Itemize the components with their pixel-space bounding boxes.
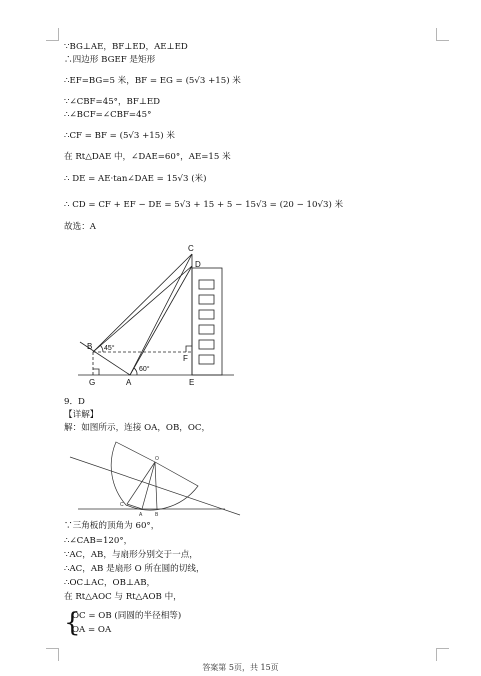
arc-45	[100, 345, 103, 352]
text-line-8: ∴ DE = AE·tan∠DAE = 15√3 (米)	[64, 174, 207, 184]
label-g: G	[89, 378, 96, 387]
text-line-4: ∵∠CBF=45°，BF⊥ED	[64, 97, 161, 107]
line-bc	[93, 254, 192, 352]
line-ac	[127, 504, 142, 509]
text-line-11: 9．D	[64, 397, 85, 407]
text-line-10: 故选：A	[64, 222, 96, 232]
label-o: O	[155, 456, 159, 462]
text-line-5: ∴∠BCF=∠CBF=45°	[64, 110, 152, 120]
window-5	[199, 340, 214, 349]
crop-mark-top-right	[436, 28, 449, 41]
line-ac	[130, 254, 192, 375]
text-line-9: ∴ CD = CF + EF − DE = 5√3 + 15 + 5 − 15√3 = (20 − 10√3) 米	[64, 200, 344, 210]
line-oa	[142, 462, 155, 509]
crop-mark-bottom-right	[436, 648, 449, 661]
label-b: B	[87, 342, 93, 351]
text-line-12: 【详解】	[64, 410, 99, 420]
line-bd	[93, 266, 192, 352]
label-d: D	[195, 260, 201, 269]
label-f: F	[183, 354, 188, 363]
label-60: 60°	[139, 366, 150, 373]
text-line-16: ∵AC，AB，与扇形分别交于一点，	[64, 550, 198, 560]
text-line-17: ∴AC，AB 是扇形 O 所在圆的切线，	[64, 564, 205, 574]
crop-mark-bottom-left	[46, 648, 59, 661]
right-angle-f	[186, 346, 192, 352]
label-a: A	[126, 378, 132, 387]
line-ad	[130, 266, 192, 375]
text-line-15: ∴∠CAB=120°，	[64, 536, 133, 546]
label-b2: B	[155, 512, 159, 518]
window-4	[199, 325, 214, 334]
sector-arc	[111, 442, 198, 510]
slope-line	[80, 342, 130, 375]
building-body	[192, 268, 222, 375]
page-footer: 答案第 5页，共 15页	[202, 663, 279, 672]
line-oc	[127, 462, 155, 504]
window-6	[199, 355, 214, 364]
right-angle-g	[93, 369, 99, 375]
text-line-6: ∴CF = BF = (5√3 +15) 米	[64, 131, 175, 141]
text-line-1: ∵BG⊥AE，BF⊥ED，AE⊥ED	[64, 42, 188, 52]
long-line	[70, 457, 240, 515]
label-c: C	[188, 244, 194, 253]
text-line-18: ∴OC⊥AC，OB⊥AB，	[64, 578, 156, 588]
arc-60	[134, 368, 137, 375]
text-line-19: 在 Rt△AOC 与 Rt△AOB 中，	[64, 592, 182, 602]
text-line-13: 解：如图所示，连接 OA，OB，OC，	[64, 423, 211, 433]
text-line-2: ∴四边形 BGEF 是矩形	[64, 55, 156, 65]
text-line-20: OC = OB (同圆的半径相等)	[72, 611, 182, 621]
label-c2: C	[120, 502, 124, 508]
text-line-14: ∵三角板的顶角为 60°，	[64, 521, 160, 531]
text-line-3: ∴EF=BG=5 米，BF = EG = (5√3 +15) 米	[64, 76, 241, 86]
text-line-21: OA = OA	[72, 625, 112, 635]
label-a2: A	[139, 512, 143, 518]
window-3	[199, 310, 214, 319]
text-line-7: 在 Rt△DAE 中，∠DAE=60°，AE=15 米	[64, 152, 231, 162]
label-45: 45°	[104, 345, 115, 352]
window-1	[199, 280, 214, 289]
system-brace: {	[64, 608, 81, 638]
crop-mark-top-left	[46, 28, 59, 41]
window-2	[199, 295, 214, 304]
line-ob	[155, 462, 157, 509]
label-e: E	[189, 378, 195, 387]
